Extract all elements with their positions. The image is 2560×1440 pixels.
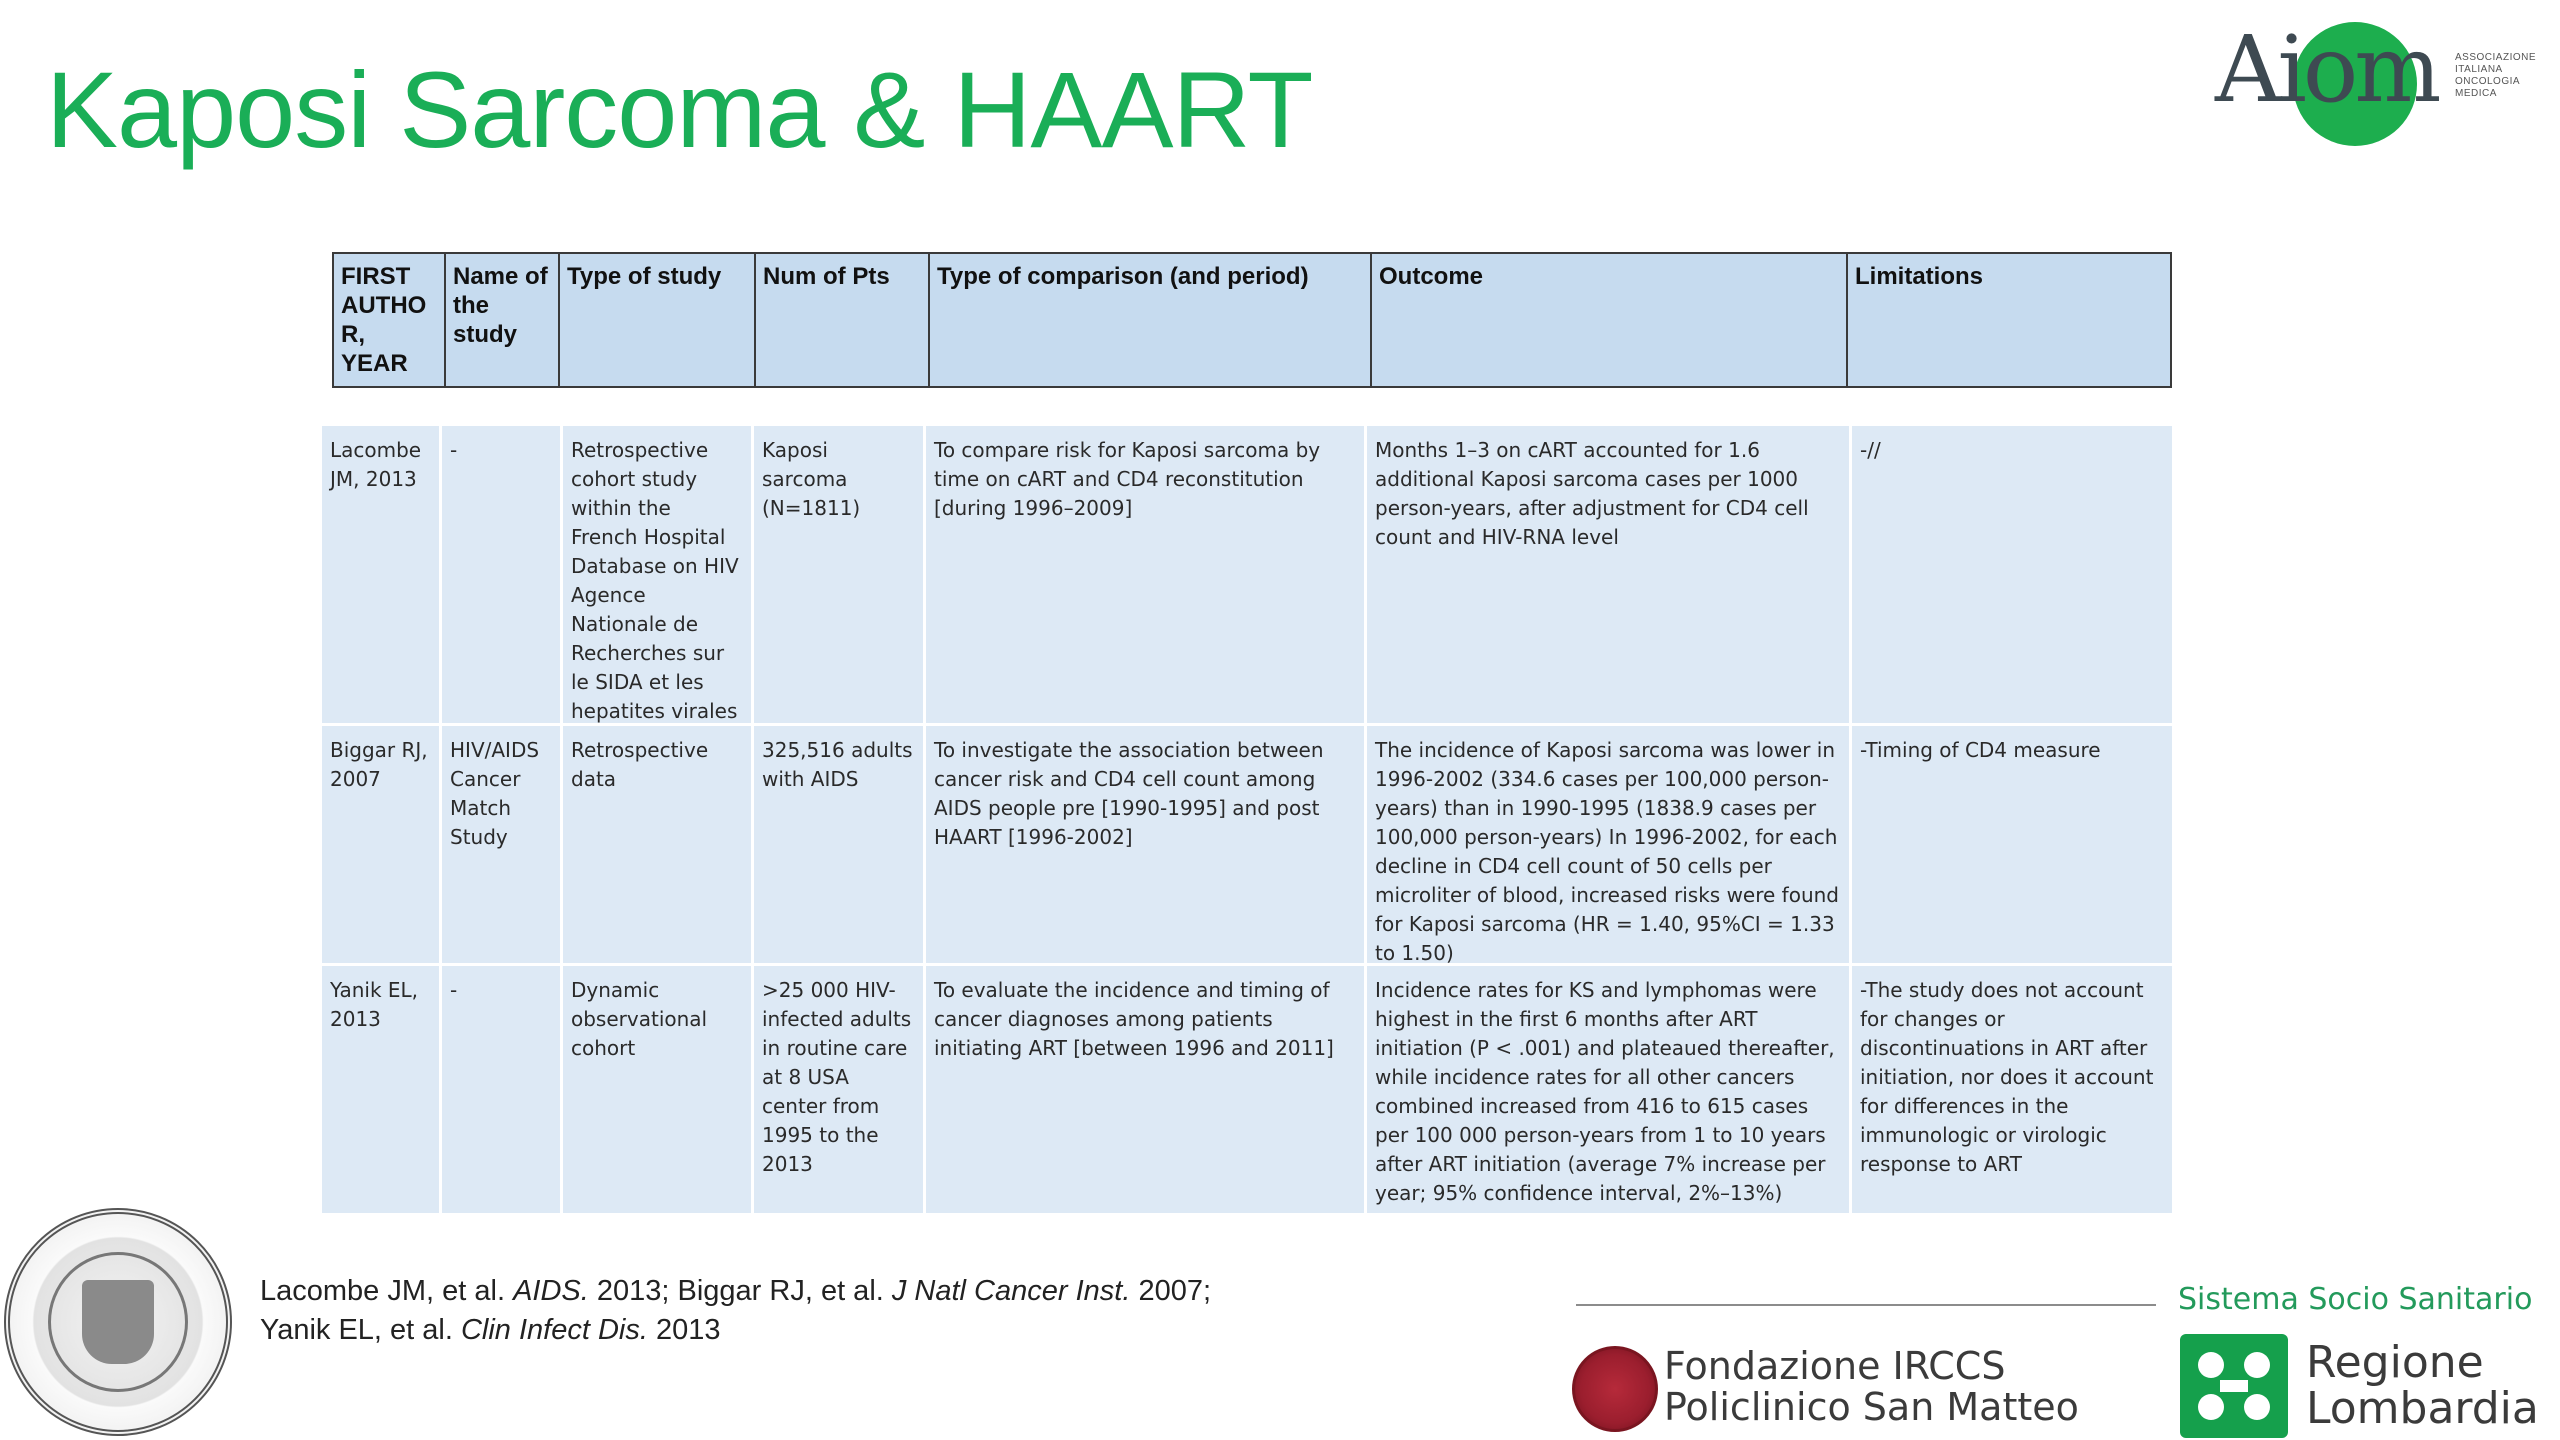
regione-lombardia-text	[2306, 1337, 2539, 1434]
logo-dot	[2198, 1352, 2224, 1378]
footer-divider	[1576, 1304, 2156, 1306]
cell-study-name: -	[442, 966, 563, 1213]
table-row	[322, 426, 2172, 726]
slide-title: Kaposi Sarcoma & HAART	[46, 49, 1313, 170]
table-row	[322, 726, 2172, 966]
ref-authors: Biggar RJ, et al.	[677, 1275, 892, 1307]
header-first-author: FIRST AUTHO R, YEAR	[334, 254, 446, 386]
cell-num-pts: Kaposi sarcoma (N=1811)	[754, 426, 926, 723]
cell-study-name: HIV/AIDS Cancer Match Study	[442, 726, 563, 963]
references	[260, 1272, 1211, 1350]
cell-comparison: To investigate the association between cancer risk and CD4 cell count among AIDS people pre [1990-1995] and post HAART [1996-2002]	[926, 726, 1367, 963]
cell-outcome: The incidence of Kaposi sarcoma was lower in 1996-2002 (334.6 cases per 100,000 person-years) than in 1990-1995 (1838.9 cases per 100,000 person-years) In 1996-2002, for each decline in CD4 cell count of 50 cells per microliter of blood, increased risks were found for Kaposi sarcoma (HR = 1.40, 95%CI = 1.33 to 1.50)	[1367, 726, 1852, 963]
ref-year: 2007;	[1130, 1275, 1212, 1307]
aiom-sub-line: MEDICA	[2455, 88, 2497, 99]
header-outcome: Outcome	[1372, 254, 1848, 386]
cell-num-pts: 325,516 adults with AIDS	[754, 726, 926, 963]
seal-crest	[82, 1280, 154, 1364]
header-num-pts: Num of Pts	[756, 254, 930, 386]
cell-study-type: Dynamic observational cohort	[563, 966, 754, 1213]
ref-authors: Yanik EL, et al.	[260, 1314, 461, 1346]
ref-journal: J Natl Cancer Inst.	[891, 1275, 1131, 1307]
reference-line-1	[260, 1272, 1211, 1311]
regione-lombardia-logo-icon	[2180, 1334, 2288, 1438]
aiom-logo	[2215, 18, 2545, 153]
logo-bar	[2220, 1380, 2248, 1392]
aiom-sub-line: ITALIANA	[2455, 64, 2503, 75]
cell-outcome: Incidence rates for KS and lymphomas were highest in the first 6 months after ART initiation (P < .001) and plateaued thereafter, while incidence rates for all other cancers combined increased from 416 to 615 cases per 100 000 person-years from 1 to 10 years after ART initiation (average 7% increase per year; 95% confidence interval, 2%–13%)	[1367, 966, 1852, 1213]
cell-comparison: To evaluate the incidence and timing of cancer diagnoses among patients initiating ART [between 1996 and 2011]	[926, 966, 1367, 1213]
fondazione-logo-text	[1664, 1346, 2079, 1428]
logo-dot	[2198, 1394, 2224, 1420]
ref-journal: AIDS.	[513, 1275, 589, 1307]
cell-comparison: To compare risk for Kaposi sarcoma by time on cART and CD4 reconstitution [during 1996–2009]	[926, 426, 1367, 723]
regione-line-1: Regione	[2306, 1337, 2484, 1388]
header-study-name: Name of the study	[446, 254, 560, 386]
fondazione-line-1: Fondazione IRCCS	[1664, 1344, 2006, 1388]
header-limitations: Limitations	[1855, 263, 1984, 290]
cell-author: Yanik EL, 2013	[322, 966, 442, 1213]
ref-journal: Clin Infect Dis.	[460, 1314, 648, 1346]
cell-author: Lacombe JM, 2013	[322, 426, 442, 723]
regione-line-2: Lombardia	[2306, 1383, 2539, 1434]
logo-dot	[2244, 1394, 2270, 1420]
ref-year: 2013;	[588, 1275, 678, 1307]
cell-limitations: -//	[1860, 438, 1881, 462]
aiom-logo-subtitle	[2455, 52, 2536, 100]
table-row	[322, 966, 2172, 1216]
sistema-socio-sanitario-label: Sistema Socio Sanitario	[2178, 1282, 2533, 1317]
cell-author: Biggar RJ, 2007	[322, 726, 442, 963]
cell-study-type: Retrospective data	[563, 726, 754, 963]
logo-dot	[2244, 1352, 2270, 1378]
cell-study-name: -	[442, 426, 563, 723]
aiom-logo-word: Aiom	[2215, 16, 2438, 123]
university-seal-icon	[4, 1208, 232, 1436]
aiom-sub-line: ONCOLOGIA	[2455, 76, 2521, 87]
cell-outcome: Months 1–3 on cART accounted for 1.6 additional Kaposi sarcoma cases per 1000 person-years, after adjustment for CD4 cell count and HIV-RNA level	[1367, 426, 1852, 723]
cell-limitations: -The study does not account for changes or discontinuations in ART after initiation, nor does it account for differences in the immunologic or virologic response to ART	[1860, 978, 2154, 1176]
fondazione-line-2: Policlinico San Matteo	[1664, 1385, 2079, 1429]
fondazione-emblem-icon	[1572, 1346, 1658, 1432]
table-header	[332, 252, 2172, 388]
cell-study-type: Retrospective cohort study within the French Hospital Database on HIV Agence Nationale de Recherches sur le SIDA et les hepatites virales	[563, 426, 754, 723]
table-body	[322, 426, 2172, 1216]
cell-limitations: -Timing of CD4 measure	[1860, 738, 2101, 762]
cell-num-pts: >25 000 HIV-infected adults in routine care at 8 USA center from 1995 to the 2013	[754, 966, 926, 1213]
header-study-type: Type of study	[560, 254, 756, 386]
ref-year: 2013	[647, 1314, 721, 1346]
aiom-sub-line: ASSOCIAZIONE	[2455, 52, 2537, 63]
header-comparison: Type of comparison (and period)	[930, 254, 1372, 386]
reference-line-2	[260, 1311, 1211, 1350]
ref-authors: Lacombe JM, et al.	[260, 1275, 514, 1307]
